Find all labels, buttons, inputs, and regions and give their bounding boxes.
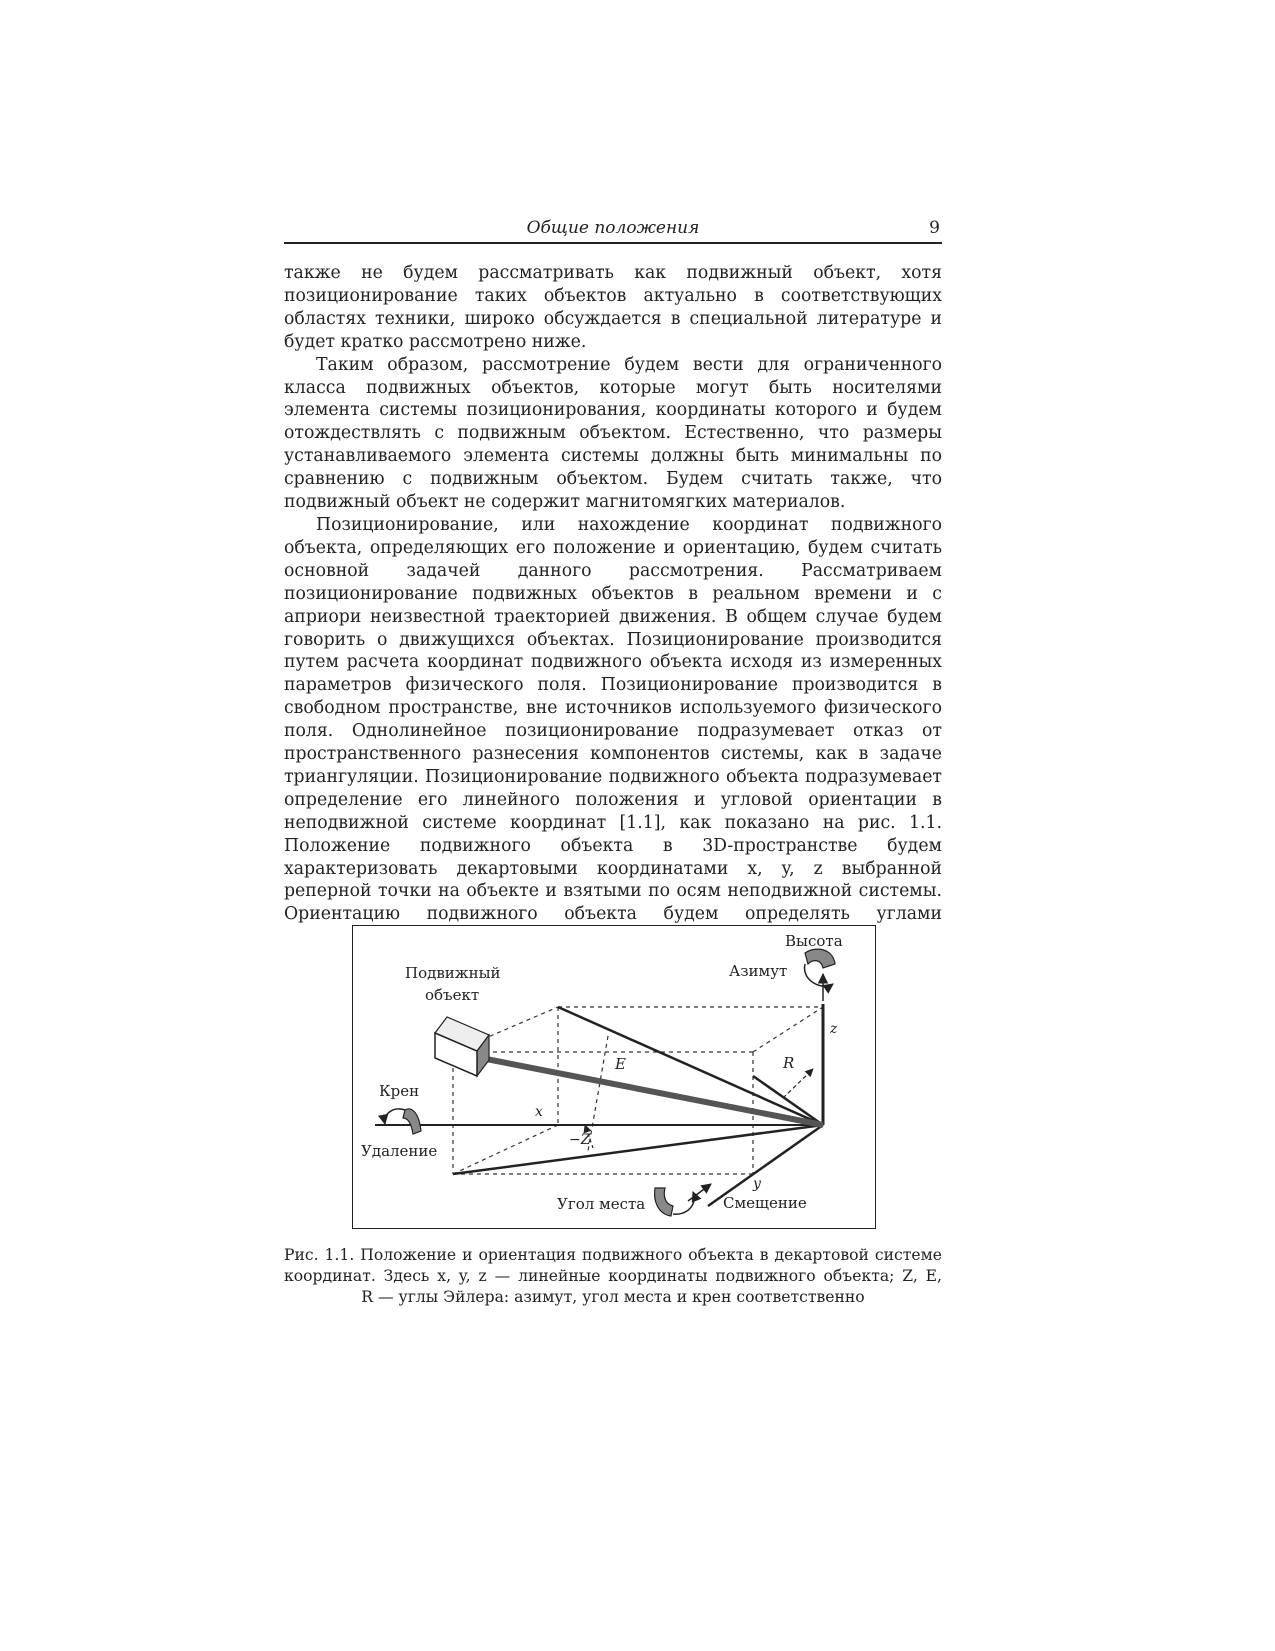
label-r: R	[783, 1054, 795, 1072]
roll-rotation-icon	[385, 1109, 421, 1134]
paragraph-2: Таким образом, рассмотрение будем вести для ограниченного класса подвижных объектов, которые могут быть носителями элемента системы позиционирования, координаты которого и будем отождествлять с подвижным объектом. Естественно, что размеры устанавливаемого элемента системы должны быть минимальны по сравнению с подвижным объектом. Будем считать также, что подвижный объект не содержит магнитомягких материалов.	[284, 354, 942, 513]
label-height: Высота	[785, 932, 843, 950]
diagram-svg	[353, 926, 877, 1230]
label-object-line1: Подвижный	[405, 964, 501, 982]
projection-line-bottom	[453, 1125, 823, 1174]
label-e: E	[615, 1055, 626, 1073]
label-offset: Смещение	[723, 1194, 807, 1212]
body-text	[284, 262, 942, 926]
elevation-rotation-icon	[655, 1184, 711, 1216]
paragraph-1: также не будем рассматривать как подвижный объект, хотя позиционирование таких объектов актуально в соответствующих областях техники, широко обсуждается в специальной литературе и будет кратко рассмотрено ниже.	[284, 263, 942, 352]
running-head	[284, 214, 942, 244]
figure-caption	[284, 1245, 942, 1308]
azimuth-rotation-icon	[805, 949, 835, 1001]
label-distance: Удаление	[361, 1142, 438, 1160]
page-number: 9	[929, 218, 940, 238]
label-roll: Крен	[379, 1082, 420, 1100]
paragraph-3: Позиционирование, или нахождение координат подвижного объекта, определяющих его положение и ориентацию, будем считать основной задачей данного рассмотрения. Рассматриваем позиционирование подвижных объектов в реальном времени и с априори неизвестной траекторией движения. В общем случае будем говорить о движущихся объектах. Позиционирование производится путем расчета координат подвижного объекта исходя из измеренных параметров физического поля. Позиционирование производится в свободном пространстве, вне источников используемого физического поля. Однолинейное позиционирование подразумевает отказ от пространственного разнесения компонентов системы, как в задаче триангуляции. Позиционирование подвижного объекта подразумевает определение его линейного положения и угловой ориентации в неподвижной системе координат [1.1], как показано на рис. 1.1. Положение подвижного объекта в 3D-пространстве будем характеризовать декартовыми координатами x, y, z выбранной реперной точки на объекте и взятыми по осям неподвижной системы. Ориентацию подвижного объекта будем определять углами	[284, 514, 942, 925]
label-y: y	[753, 1176, 761, 1192]
label-x: x	[535, 1104, 543, 1120]
running-title: Общие положения	[526, 218, 700, 238]
figure-coordinate-diagram	[352, 925, 876, 1229]
caption-line-3: R — углы Эйлера: азимут, угол места и крен соответственно	[361, 1288, 865, 1306]
range-line	[481, 1058, 823, 1125]
caption-line-1: Рис. 1.1. Положение и ориентация подвижного объекта в декартовой системе	[284, 1246, 942, 1264]
label-z: z	[830, 1021, 838, 1037]
label-elevation: Угол места	[557, 1195, 646, 1213]
label-minus-z: −Z	[569, 1132, 591, 1148]
label-azimuth: Азимут	[729, 962, 788, 980]
moving-object-cube	[435, 1017, 489, 1076]
caption-line-2: координат. Здесь x, y, z — линейные координаты подвижного объекта; Z, E,	[284, 1267, 942, 1285]
r-arrow	[783, 1069, 813, 1098]
label-object-line2: объект	[425, 986, 480, 1004]
